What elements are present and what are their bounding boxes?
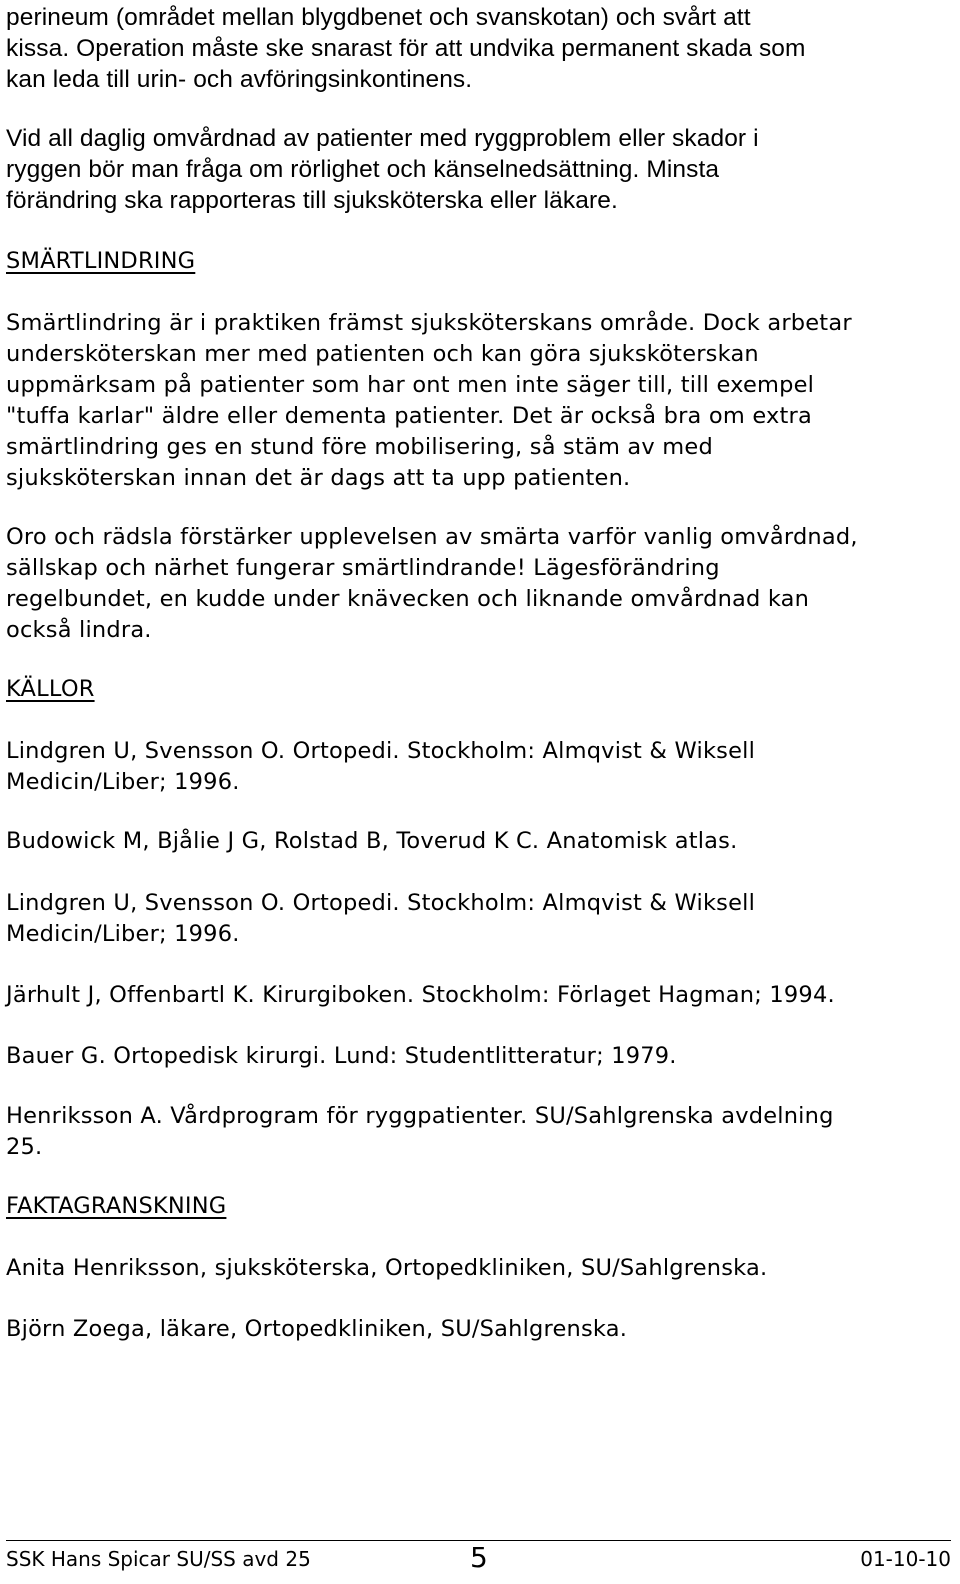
reviewer-item: Björn Zoega, läkare, Ortopedkliniken, SU/Sahlgrenska. [6,1316,628,1342]
text-line: regelbundet, en kudde under knävecken och liknande omvårdnad kan [6,586,810,612]
text-line: perineum (området mellan blygdbenet och svanskotan) och svårt att [6,4,751,31]
text-line: kan leda till urin- och avföringsinkontinens. [6,66,473,93]
pain-paragraph-2 [6,522,956,646]
text-line: smärtlindring ges en stund före mobilisering, så stäm av med [6,434,713,460]
intro-paragraph [6,2,956,95]
care-paragraph [6,123,956,216]
reference-item: Järhult J, Offenbartl K. Kirurgiboken. Stockholm: Förlaget Hagman; 1994. [6,982,835,1008]
footer-date: 01-10-10 [860,1547,951,1571]
reference-item: Lindgren U, Svensson O. Ortopedi. Stockholm: Almqvist & Wiksell Medicin/Liber; 1996. [6,890,756,947]
reference-item: Lindgren U, Svensson O. Ortopedi. Stockholm: Almqvist & Wiksell Medicin/Liber; 1996. [6,738,756,795]
pain-section-heading: SMÄRTLINDRING [6,248,196,274]
page-footer [6,1540,951,1575]
text-line: ryggen bör man fråga om rörlighet och känselnedsättning. Minsta [6,156,720,183]
reference-item: Henriksson A. Vårdprogram för ryggpatienter. SU/Sahlgrenska avdelning 25. [6,1103,834,1160]
reference-item: Bauer G. Ortopedisk kirurgi. Lund: Studentlitteratur; 1979. [6,1043,677,1069]
reviewer-item: Anita Henriksson, sjuksköterska, Ortopedkliniken, SU/Sahlgrenska. [6,1255,768,1281]
reference-item: Budowick M, Bjålie J G, Rolstad B, Toverud K C. Anatomisk atlas. [6,828,738,854]
footer-author: SSK Hans Spicar SU/SS avd 25 [6,1547,311,1571]
text-line: Smärtlindring är i praktiken främst sjuksköterskans område. Dock arbetar [6,310,852,336]
text-line: kissa. Operation måste ske snarast för att undvika permanent skada som [6,35,806,62]
page-number: 5 [470,1541,488,1574]
text-line: sjuksköterskan innan det är dags att ta upp patienten. [6,465,631,491]
text-line: förändring ska rapporteras till sjuksköterska eller läkare. [6,187,618,214]
sources-heading: KÄLLOR [6,676,95,702]
text-line: undersköterskan mer med patienten och kan göra sjuksköterskan [6,341,759,367]
text-line: Vid all daglig omvårdnad av patienter med ryggproblem eller skador i [6,125,759,152]
pain-paragraph-1 [6,308,956,494]
review-heading: FAKTAGRANSKNING [6,1193,227,1219]
text-line: Oro och rädsla förstärker upplevelsen av smärta varför vanlig omvårdnad, [6,524,858,550]
text-line: sällskap och närhet fungerar smärtlindrande! Lägesförändring [6,555,720,581]
text-line: också lindra. [6,617,152,643]
text-line: "tuffa karlar" äldre eller dementa patienter. Det är också bra om extra [6,403,812,429]
text-line: uppmärksam på patienter som har ont men inte säger till, till exempel [6,372,815,398]
